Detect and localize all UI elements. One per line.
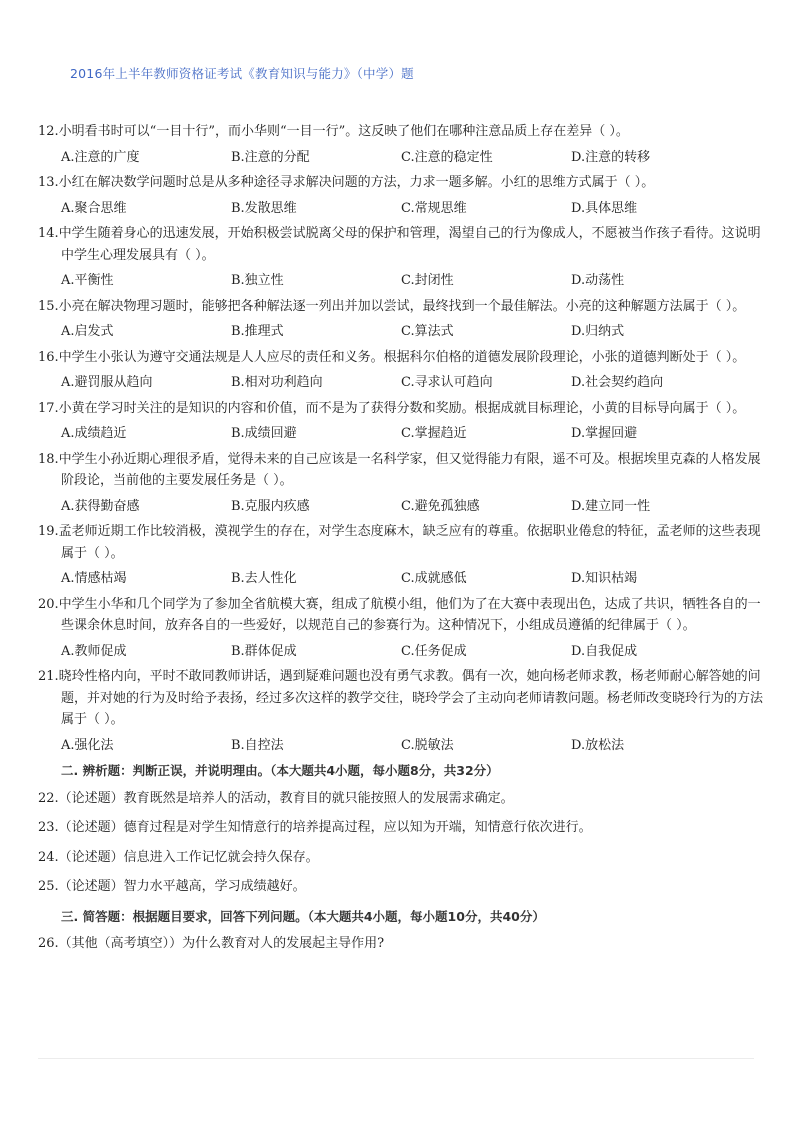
option-b: B.群体促成	[231, 643, 297, 659]
question-13	[38, 172, 768, 219]
question-stem: 14.中学生随着身心的迅速发展，开始积极尝试脱离父母的保护和管理，渴望自己的行为像成人，不愿被当作孩子看待。这说明中学生心理发展具有（ ）。	[38, 226, 761, 263]
options-row	[38, 147, 768, 169]
question-18	[38, 449, 768, 518]
option-b: B.独立性	[231, 273, 284, 288]
option-d: D.归纳式	[571, 324, 625, 339]
question-15	[38, 296, 768, 343]
question-stem: 21.晓玲性格内向，平时不敢同教师讲话，遇到疑难问题也没有勇气求教。偶有一次，她向杨老师求教，杨老师耐心解答她的问题，并对她的行为及时给予表扬，经过多次这样的教学交往，晓玲学会了主动向老师请教问题。杨老师改变晓玲行为的方法属于（ ）。	[38, 669, 764, 727]
option-a: A.情感枯竭	[61, 571, 127, 586]
option-a: A.强化法	[61, 737, 114, 753]
question-20	[38, 594, 768, 663]
section-title-short-answer: 三. 简答题：根据题目要求，回答下列问题。（本大题共4小题，每小题10分，共40分）	[61, 908, 545, 924]
option-d: D.放松法	[571, 737, 625, 753]
option-b: B.去人性化	[231, 571, 297, 586]
question-21	[38, 666, 768, 756]
question-12	[38, 121, 768, 168]
question-stem: 16.中学生小张认为遵守交通法规是人人应尽的责任和义务。根据科尔伯格的道德发展阶段理论，小张的道德判断处于（ ）。	[38, 349, 746, 365]
options-row	[38, 735, 768, 757]
question-stem: 17.小黄在学习时关注的是知识的内容和价值，而不是为了获得分数和奖励。根据成就目标理论，小黄的目标导向属于（ ）。	[38, 400, 746, 416]
option-d: D.自我促成	[571, 643, 638, 659]
option-a: A.避罚服从趋向	[61, 375, 153, 390]
question-25: 25.（论述题）智力水平越高，学习成绩越好。	[38, 879, 306, 894]
question-17	[38, 398, 768, 445]
options-row	[38, 321, 768, 343]
option-c: C.算法式	[401, 324, 454, 339]
question-stem: 19.孟老师近期工作比较消极，漠视学生的存在，对学生态度麻木，缺乏应有的尊重。依据职业倦怠的特征，孟老师的这些表现属于（ ）。	[38, 524, 761, 561]
page-header: 2016年上半年教师资格证考试《教育知识与能力》（中学）题	[70, 66, 414, 81]
option-b: B.自控法	[231, 737, 284, 753]
question-19	[38, 521, 768, 590]
exam-content	[38, 121, 768, 963]
option-a: A.成绩趋近	[61, 426, 127, 441]
options-row	[38, 496, 768, 518]
option-d: D.注意的转移	[571, 149, 651, 165]
option-a: A.平衡性	[61, 273, 114, 288]
section-title-analysis: 二. 辨析题：判断正误，并说明理由。（本大题共4小题，每小题8分，共32分）	[61, 763, 499, 778]
option-c: C.避免孤独感	[401, 498, 480, 514]
option-c: C.成就感低	[401, 571, 467, 586]
option-a: A.启发式	[61, 324, 114, 339]
option-a: A.注意的广度	[61, 149, 140, 165]
option-c: C.常规思维	[401, 200, 467, 216]
options-row	[38, 198, 768, 220]
question-16	[38, 347, 768, 394]
option-b: B.发散思维	[231, 200, 297, 216]
question-stem: 15.小亮在解决物理习题时，能够把各种解法逐一列出并加以尝试，最终找到一个最佳解法。小亮的这种解题方法属于（ ）。	[38, 298, 746, 314]
question-22: 22.（论述题）教育既然是培养人的活动，教育目的就只能按照人的发展需求确定。	[38, 790, 514, 806]
option-d: D.掌握回避	[571, 426, 638, 441]
question-stem: 18.中学生小孙近期心理很矛盾，觉得未来的自己应该是一名科学家，但又觉得能力有限，遥不可及。根据埃里克森的人格发展阶段论，当前他的主要发展任务是（ ）。	[38, 451, 761, 488]
question-stem: 13.小红在解决数学问题时总是从多种途径寻求解决问题的方法，力求一题多解。小红的思维方式属于（ ）。	[38, 175, 655, 190]
options-row	[38, 641, 768, 663]
option-d: D.建立同一性	[571, 498, 651, 514]
options-row	[38, 270, 768, 292]
question-14	[38, 223, 768, 292]
bottom-divider	[38, 1058, 754, 1059]
option-b: B.相对功利趋向	[231, 375, 323, 390]
question-26: 26.（其他（高考填空））为什么教育对人的发展起主导作用?	[38, 936, 385, 951]
question-24: 24.（论述题）信息进入工作记忆就会持久保存。	[38, 849, 319, 865]
option-c: C.任务促成	[401, 643, 467, 659]
question-stem: 20.中学生小华和几个同学为了参加全省航模大赛，组成了航模小组，他们为了在大赛中表现出色，达成了共识，牺牲各自的一些课余休息时间，放弃各自的一些爱好，以规范自己的参赛行为。这种情况下，小组成员遵循的纪律属于（ ）。	[38, 596, 761, 633]
option-d: D.知识枯竭	[571, 571, 638, 586]
option-d: D.动荡性	[571, 273, 625, 288]
option-c: C.脱敏法	[401, 737, 454, 753]
options-row	[38, 423, 768, 445]
option-c: C.封闭性	[401, 273, 454, 288]
question-23: 23.（论述题）德育过程是对学生知情意行的培养提高过程，应以知为开端，知情意行依次进行。	[38, 820, 592, 835]
option-b: B.克服内疚感	[231, 498, 310, 514]
options-row	[38, 372, 768, 394]
option-a: A.教师促成	[61, 643, 127, 659]
option-a: A.获得勤奋感	[61, 498, 140, 514]
option-b: B.注意的分配	[231, 149, 310, 165]
option-b: B.成绩回避	[231, 426, 297, 441]
option-b: B.推理式	[231, 324, 284, 339]
option-d: D.社会契约趋向	[571, 375, 664, 390]
option-c: C.掌握趋近	[401, 426, 467, 441]
options-row	[38, 568, 768, 590]
option-d: D.具体思维	[571, 200, 638, 216]
option-c: C.注意的稳定性	[401, 149, 493, 165]
option-c: C.寻求认可趋向	[401, 375, 493, 390]
option-a: A.聚合思维	[61, 200, 127, 216]
question-stem: 12.小明看书时可以“一目十行”，而小华则“一目一行”。这反映了他们在哪种注意品质上存在差异（ ）。	[38, 124, 629, 139]
